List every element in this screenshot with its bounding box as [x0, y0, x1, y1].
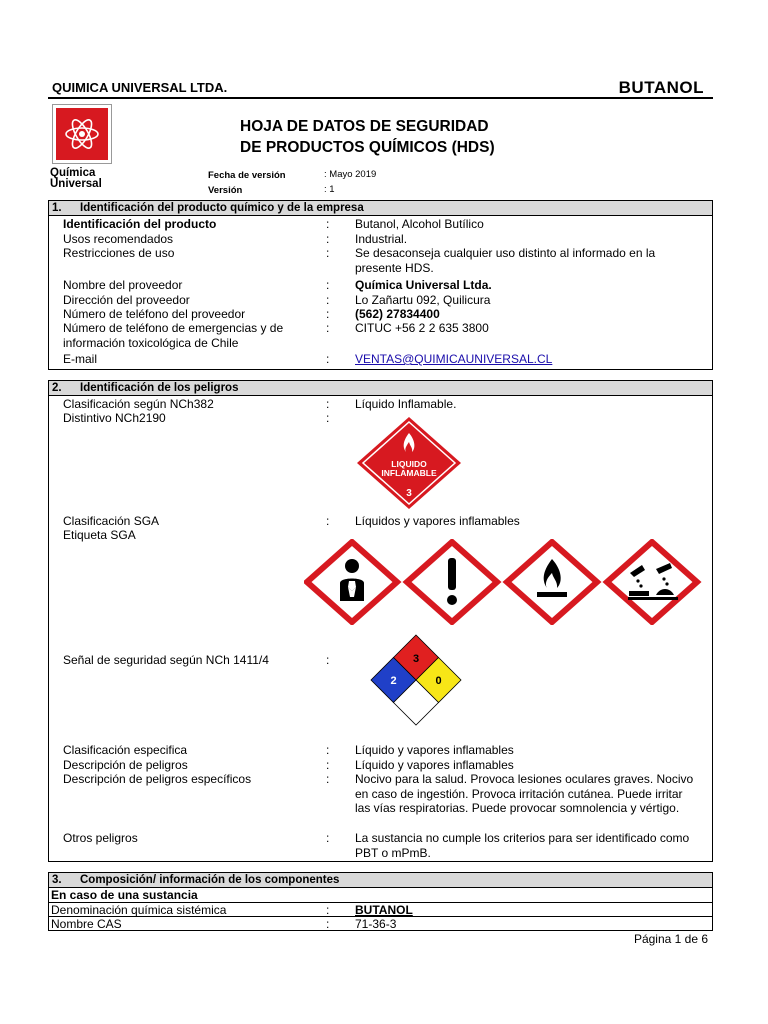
- health-hazard-icon: [307, 542, 397, 622]
- nfpa-flammability: 3: [412, 653, 420, 665]
- version-label: Versión: [208, 185, 243, 196]
- nfpa-health: 2: [390, 675, 397, 687]
- fecha-value: : Mayo 2019: [324, 169, 377, 180]
- logo-text: Química Universal: [50, 167, 102, 190]
- section-1-heading: 1. Identificación del producto químico y de la empresa: [49, 201, 712, 216]
- version-value: : 1: [324, 184, 335, 195]
- nfpa-diamond: [369, 633, 463, 727]
- placard-class: 3: [406, 488, 412, 499]
- nfpa-reactivity: 0: [435, 675, 442, 687]
- product-name: BUTANOL: [618, 78, 704, 97]
- row-denominacion: Denominación química sistémica : BUTANOL: [49, 903, 712, 917]
- flame-icon: [507, 542, 597, 622]
- section-2: 2. Identificación de los peligros Clasificación según NCh382 : Líquido Inflamable. Distintivo NCh2190 : LIQUIDO INFLAMABLE 3 Clasificación SGA : Líquidos y vapores inflamables Etiqueta SGA Señal de seguridad según NCh 1411/4 : 3 2 0 Clasificación especifica : Líquido y vapores inflamables Descripción de peligros : Líquido y vapores inflamables Descripción de peligros específicos : Nocivo para la salud. Provoca lesiones oculares graves. Nocivo en caso de ingestión. Provoca irritación cutánea. Puede irritar las vías respiratorias. Puede provocar somnolencia y vértigo. Otros peligros : La sustancia no cumple los criterios para ser identificado como PBT o mPmB.: [48, 380, 713, 862]
- placard-line2: INFLAMABLE: [381, 468, 437, 478]
- section-3-subhead: En caso de una sustancia: [49, 888, 712, 903]
- page-number: Página 1 de 6: [633, 932, 708, 946]
- section-3-heading: 3. Composición/ información de los componentes: [49, 873, 712, 888]
- ghs-pictograms: [304, 539, 714, 625]
- corrosion-icon: [607, 542, 697, 622]
- placard-line1: LIQUIDO: [391, 459, 427, 469]
- header-divider: [48, 97, 713, 99]
- document-title: HOJA DE DATOS DE SEGURIDAD DE PRODUCTOS QUÍMICOS (HDS): [240, 118, 495, 156]
- company-logo: [50, 104, 114, 192]
- company-name: QUIMICA UNIVERSAL LTDA.: [52, 80, 228, 95]
- exclamation-icon: [407, 542, 497, 622]
- section-1: 1. Identificación del producto químico y de la empresa Identificación del producto : Butanol, Alcohol Butílico Usos recomendados : Industrial. Restricciones de uso : Se desaconseja cualquier uso distinto al informado en la presente HDS. Nombre del proveedor : Química Universal Ltda. Dirección del proveedor : Lo Zañartu 092, Quilicura Número de teléfono del proveedor : (562) 27834400 Número de teléfono de emergencias y de información toxicológica de Chile : CITUC +56 2 2 635 3800 E-mail : VENTAS@QUIMICAUNIVERSAL.CL: [48, 200, 713, 370]
- section-2-heading: 2. Identificación de los peligros: [49, 381, 712, 396]
- email-link[interactable]: VENTAS@QUIMICAUNIVERSAL.CL: [355, 352, 553, 366]
- fecha-label: Fecha de versión: [208, 170, 286, 181]
- liquido-inflamable-placard: [355, 415, 463, 511]
- section-3: 3. Composición/ información de los componentes En caso de una sustancia Denominación química sistémica : BUTANOL Nombre CAS : 71-36-3: [48, 872, 713, 931]
- atom-icon: [62, 114, 102, 154]
